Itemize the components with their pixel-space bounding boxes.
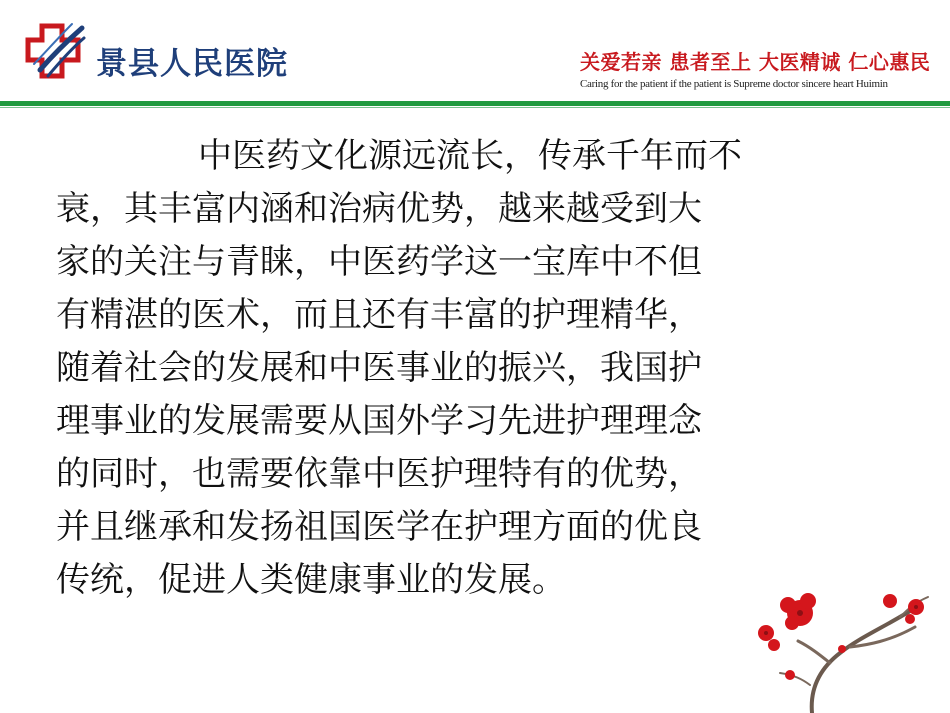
slide-header bbox=[0, 0, 950, 108]
paragraph-line: 衰，其丰富内涵和治病优势，越来越受到大 bbox=[56, 189, 702, 229]
header-divider bbox=[0, 101, 950, 106]
plum-blossom-branch-icon bbox=[750, 575, 950, 713]
paragraph-line: 随着社会的发展和中医事业的振兴，我国护 bbox=[56, 348, 702, 388]
hospital-cross-logo-icon bbox=[22, 20, 88, 86]
paragraph-line: 并且继承和发扬祖国医学在护理方面的优良 bbox=[56, 507, 702, 547]
paragraph-line: 理事业的发展需要从国外学习先进护理理念 bbox=[56, 401, 702, 441]
slogan-english: Caring for the patient if the patient is Supreme doctor sincere heart Huimin bbox=[580, 78, 888, 90]
hospital-name: 景县人民医院 bbox=[96, 46, 288, 82]
paragraph-line: 中医药文化源远流长，传承千年而不 bbox=[198, 136, 742, 176]
main-paragraph bbox=[56, 130, 886, 607]
paragraph-line: 传统，促进人类健康事业的发展。 bbox=[56, 560, 566, 600]
paragraph-line: 的同时，也需要依靠中医护理特有的优势， bbox=[56, 454, 702, 494]
header-divider-thin bbox=[0, 107, 950, 108]
paragraph-line: 有精湛的医术，而且还有丰富的护理精华， bbox=[56, 295, 702, 335]
paragraph-line: 家的关注与青睐，中医药学这一宝库中不但 bbox=[56, 242, 702, 282]
slogan-chinese: 关爱若亲 患者至上 大医精诚 仁心惠民 bbox=[580, 50, 931, 74]
